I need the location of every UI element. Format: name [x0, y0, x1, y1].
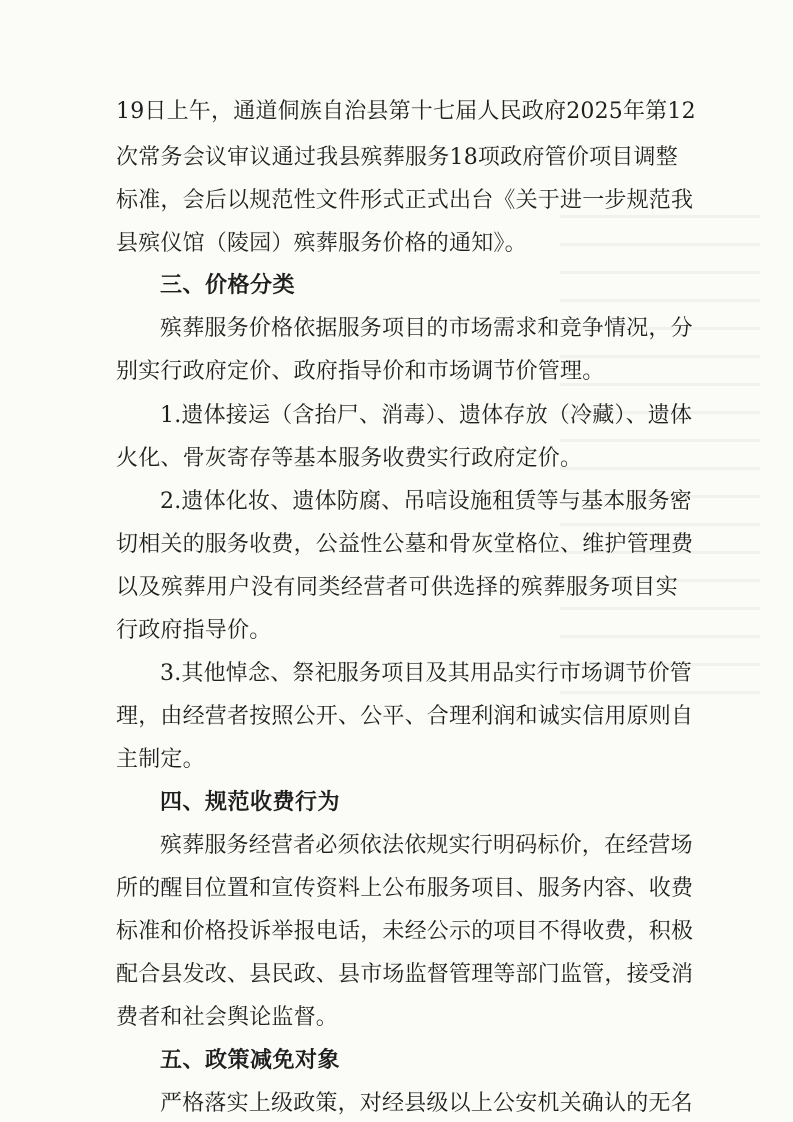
list-item-line: 1.遗体接运（含抬尸、消毒）、遗体存放（冷藏）、遗体 — [160, 403, 693, 428]
paragraph-line: 殡葬服务经营者必须依法依规实行明码标价，在经营场 — [160, 833, 693, 858]
paragraph-line: 殡葬服务价格依据服务项目的市场需求和竞争情况，分 — [160, 316, 693, 341]
list-item-line: 以及殡葬用户没有同类经营者可供选择的殡葬服务项目实 — [116, 575, 678, 600]
paragraph-line: 19日上午，通道侗族自治县第十七届人民政府2025年第12 — [116, 99, 696, 124]
list-item-line: 主制定。 — [116, 747, 205, 772]
section-heading: 五、政策减免对象 — [160, 1048, 341, 1073]
paragraph-line: 所的醒目位置和宣传资料上公布服务项目、服务内容、收费 — [116, 876, 694, 901]
paragraph-line: 县殡仪馆（陵园）殡葬服务价格的通知》。 — [116, 231, 527, 256]
reverse-side-bleed-through — [560, 215, 760, 715]
paragraph-line: 标准和价格投诉举报电话，未经公示的项目不得收费，积极 — [116, 919, 694, 944]
paragraph-line: 费者和社会舆论监督。 — [116, 1005, 339, 1030]
paragraph-line: 标准，会后以规范性文件形式正式出台《关于进一步规范我 — [116, 188, 694, 213]
paragraph-line: 次常务会议审议通过我县殡葬服务18项政府管价项目调整 — [116, 145, 678, 170]
paragraph-line: 严格落实上级政策，对经县级以上公安机关确认的无名 — [160, 1091, 693, 1116]
list-item-line: 2.遗体化妆、遗体防腐、吊唁设施租赁等与基本服务密 — [160, 489, 692, 514]
list-item-line: 理，由经营者按照公开、公平、合理利润和诚实信用原则自 — [116, 704, 694, 729]
paragraph-line: 配合县发改、县民政、县市场监督管理等部门监管，接受消 — [116, 962, 694, 987]
list-item-line: 切相关的服务收费，公益性公墓和骨灰堂格位、维护管理费 — [116, 532, 694, 557]
list-item-line: 行政府指导价。 — [116, 618, 272, 643]
paragraph-line: 别实行政府定价、政府指导价和市场调节价管理。 — [116, 359, 605, 384]
section-heading: 四、规范收费行为 — [160, 790, 341, 815]
list-item-line: 火化、骨灰寄存等基本服务收费实行政府定价。 — [116, 446, 583, 471]
list-item-line: 3.其他悼念、祭祀服务项目及其用品实行市场调节价管 — [160, 661, 692, 686]
section-heading: 三、价格分类 — [160, 273, 296, 298]
